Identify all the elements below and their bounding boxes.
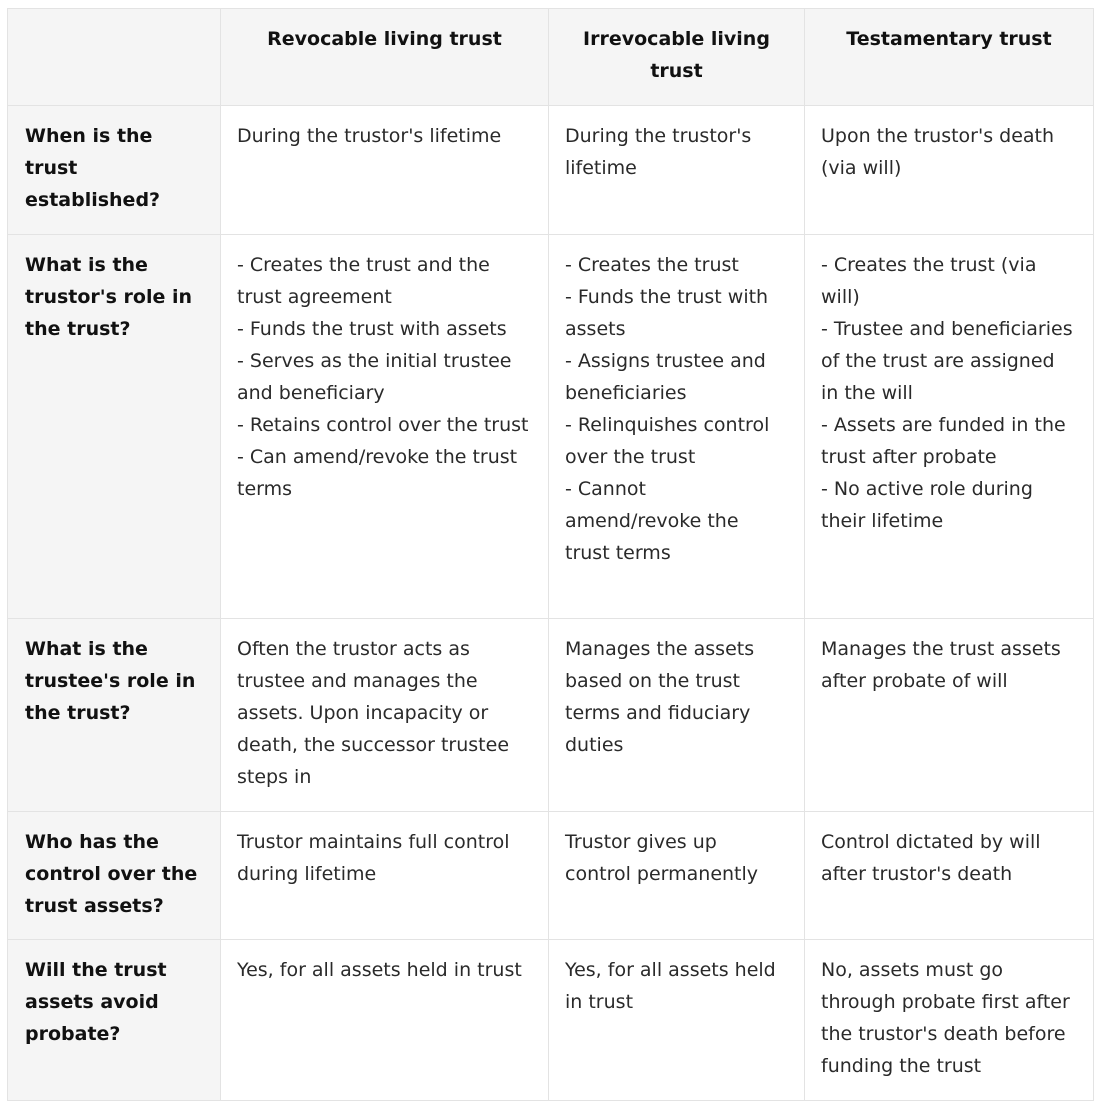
- cell-irrevocable: [549, 106, 805, 235]
- cell-revocable: [221, 619, 549, 812]
- cell-line: Manages the trust assets after probate of will: [821, 638, 1061, 692]
- cell-irrevocable: [549, 235, 805, 619]
- row-label: What is the trustee's role in the trust?: [8, 619, 221, 812]
- row-label: Who has the control over the trust assets?: [8, 812, 221, 940]
- table-row: [8, 106, 1094, 235]
- cell-line: During the trustor's lifetime: [237, 125, 502, 147]
- header-irrevocable-living-trust: Irrevocable living trust: [549, 9, 805, 106]
- cell-line: Trustor gives up control permanently: [565, 831, 759, 885]
- cell-revocable: [221, 940, 549, 1101]
- cell-line: - Cannot amend/revoke the trust terms: [565, 478, 739, 564]
- cell-line: Often the trustor acts as trustee and manages the assets. Upon incapacity or death, the successor trustee steps in: [237, 638, 510, 788]
- cell-line: - Funds the trust with assets: [565, 286, 769, 340]
- cell-line: - Serves as the initial trustee and beneficiary: [237, 350, 512, 404]
- cell-testamentary: [805, 235, 1094, 619]
- table-row: [8, 235, 1094, 619]
- table-row: [8, 812, 1094, 940]
- cell-testamentary: [805, 619, 1094, 812]
- cell-testamentary: [805, 812, 1094, 940]
- header-row: [8, 9, 1094, 106]
- cell-irrevocable: [549, 940, 805, 1101]
- cell-line: Upon the trustor's death (via will): [821, 125, 1055, 179]
- cell-line: Trustor maintains full control during lifetime: [237, 831, 510, 885]
- cell-line: - Creates the trust and the trust agreement: [237, 254, 490, 308]
- corner-header-cell: [8, 9, 221, 106]
- table-row: [8, 940, 1094, 1101]
- cell-testamentary: [805, 106, 1094, 235]
- cell-line: - Creates the trust: [565, 254, 739, 276]
- cell-line: - Retains control over the trust: [237, 414, 529, 436]
- cell-line: No, assets must go through probate first after the trustor's death before funding the trust: [821, 959, 1070, 1077]
- cell-line: - Trustee and beneficiaries of the trust are assigned in the will: [821, 318, 1073, 404]
- cell-line: - Can amend/revoke the trust terms: [237, 446, 518, 500]
- trust-comparison-table: [7, 8, 1094, 1101]
- cell-irrevocable: [549, 812, 805, 940]
- cell-line: Manages the assets based on the trust terms and fiduciary duties: [565, 638, 755, 756]
- cell-line: - Assets are funded in the trust after probate: [821, 414, 1066, 468]
- header-testamentary-trust: Testamentary trust: [805, 9, 1094, 106]
- cell-line: - Creates the trust (via will): [821, 254, 1037, 308]
- cell-line: - Assigns trustee and beneficiaries: [565, 350, 766, 404]
- cell-irrevocable: [549, 619, 805, 812]
- cell-testamentary: [805, 940, 1094, 1101]
- row-label: What is the trustor's role in the trust?: [8, 235, 221, 619]
- cell-line: - Relinquishes control over the trust: [565, 414, 770, 468]
- cell-line: - No active role during their lifetime: [821, 478, 1033, 532]
- cell-line: Yes, for all assets held in trust: [565, 959, 776, 1013]
- cell-line: Control dictated by will after trustor's death: [821, 831, 1041, 885]
- cell-line: Yes, for all assets held in trust: [237, 959, 522, 981]
- cell-line: During the trustor's lifetime: [565, 125, 752, 179]
- row-label: When is the trust established?: [8, 106, 221, 235]
- cell-line: - Funds the trust with assets: [237, 318, 507, 340]
- row-label: Will the trust assets avoid probate?: [8, 940, 221, 1101]
- cell-revocable: [221, 106, 549, 235]
- header-revocable-living-trust: Revocable living trust: [221, 9, 549, 106]
- table-row: [8, 619, 1094, 812]
- cell-revocable: [221, 235, 549, 619]
- cell-revocable: [221, 812, 549, 940]
